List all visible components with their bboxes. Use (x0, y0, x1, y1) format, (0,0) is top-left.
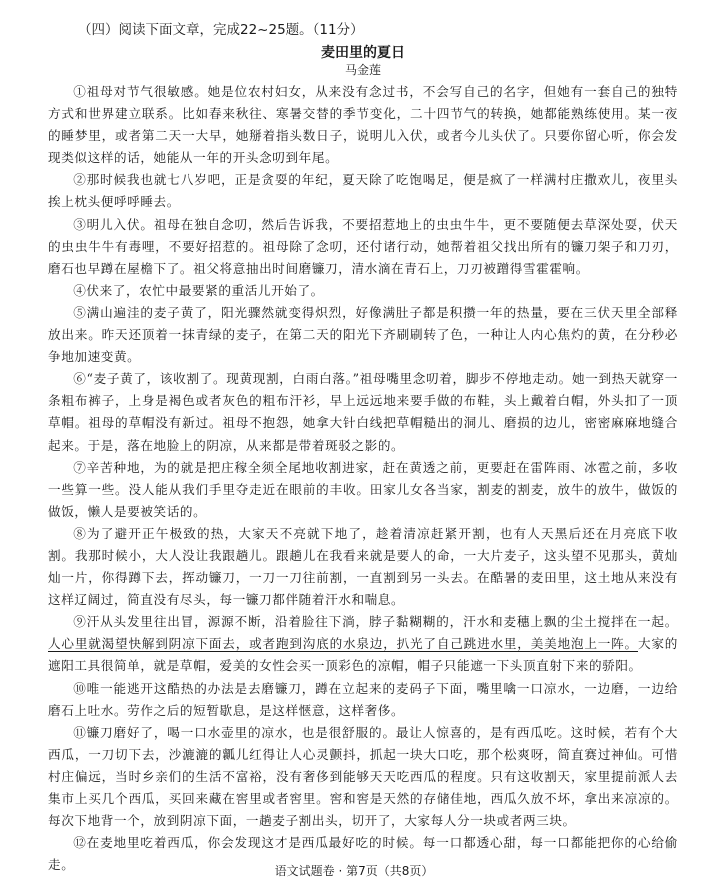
paragraph-6: ⑥“麦子黄了，该收割了。现黄现割，白雨白落。”祖母嘴里念叨着，脚步不停地走动。她一到热天就穿一条粗布裤子，上身是褐色或者灰色的粗布汗衫，早上远远地来要手做的布鞋，头上戴着白帽，外头扣了一顶草帽。祖母的草帽没有新过。祖母不抱怨，她拿大针白线把草帽糙出的洞儿、磨损的边儿，密密麻麻地缝合起来。于是，落在地脸上的阴凉，从来都是带着斑驳之影的。 (48, 371, 678, 453)
article-body (48, 81, 678, 876)
paragraph-3: ③明儿入伏。祖母在独自念叨，然后告诉我，不要招惹地上的虫虫牛牛，更不要随便去草深处耍，伏天的虫虫牛牛有毒哩，不要好招惹的。祖母除了念叨，还付诸行动，她帮着祖父找出所有的镰刀架子和刀刃，磨石也早蹲在屋檐下了。祖父将意抽出时间磨镰刀，清水滴在青石上，刀刃被蹭得雪霍霍响。 (48, 216, 678, 276)
paragraph-7: ⑦辛苦种地，为的就是把庄稼全须全尾地收割进家，赶在黄透之前，更要赶在雷阵雨、冰雹之前，多收一些算一些。没人能从我们手里夺走近在眼前的丰收。田家儿女各当家，割麦的割麦，放牛的放牛，做饭的做饭，懒人是要被笑话的。 (48, 459, 678, 519)
paragraph-10: ⑩唯一能逃开这酷热的办法是去磨镰刀，蹲在立起来的麦码子下面，嘴里噙一口凉水，一边磨，一边给磨石上吐水。劳作之后的短暂歇息，是这样惬意，这样奢侈。 (48, 680, 678, 718)
section-heading: （四）阅读下面文章，完成22~25题。（11分） (78, 22, 364, 38)
page-footer: 语文试题卷 · 第7页（共8页） (274, 864, 434, 878)
article-author: 马金莲 (344, 63, 381, 77)
paragraph-2: ②那时候我也就七八岁吧，正是贪耍的年纪，夏天除了吃饱喝足，便是疯了一样满村庄撒欢儿，夜里头挨上枕头便呼呼睡去。 (48, 172, 678, 210)
paragraph-4: ④伏来了，农忙中最要紧的重活儿开始了。 (73, 282, 324, 298)
article-title: 麦田里的夏日 (321, 45, 405, 61)
paragraph-5: ⑤满山遍洼的麦子黄了，阳光骤然就变得炽烈，好像满肚子都是积攒一年的热量，要在三伏天里全部释放出来。昨天还顶着一抹青绿的麦子，在第二天的阳光下齐刷刷转了色，一种让人内心焦灼的黄，在分秒必争地加速变黄。 (48, 304, 678, 365)
paragraph-11: ⑪镰刀磨好了，喝一口水壶里的凉水，也是很舒服的。最让人惊喜的，是有西瓜吃。这时候，若有个大西瓜，一刀切下去，沙漉漉的瓤儿红得让人心灵颤抖，抓起一块大口吃，那个松爽呀，简直赛过神仙。可惜村庄偏远，当时乡亲们的生活不富裕，没有奢侈到能够天天吃西瓜的程度。只有这收割天，家里提前派人去集市上买几个西瓜，买回来藏在窖里或者窖里。窖和窖是天然的存储佳地，西瓜久放不坏，拿出来凉凉的。每次下地背一个，放到阴凉下面，一趟麦子割出头，切开了，大家每人分一块或者两三块。 (48, 724, 678, 829)
underlined-sentence: 人心里就渴望快解到阴凉下面去，或者跑到沟底的水泉边，扒光了自己跳进水里，美美地泡上一阵。 (48, 636, 638, 652)
paragraph-1: ①祖母对节气很敏感。她是位农村妇女，从来没有念过书，不会写自己的名字，但她有一套自己的独特方式和世界建立联系。比如春来秋往、寒暑交替的季节变化，二十四节气的转换，她都能熟练使用。某一夜的睡梦里，或者第二天一大早，她掰着指头数日子，说明儿入伏，或者今儿头伏了。只要你留心听，你会发现类似这样的话，她能从一年的开头念叨到年尾。 (48, 84, 678, 166)
paragraph-8: ⑧为了避开正午极致的热，大家天不亮就下地了，趁着清凉赶紧开割，也有人天黑后还在月亮底下收割。我那时候小，大人没让我跟趟儿。跟趟儿在我看来就是要人的命，一大片麦子，这头望不见那头，黄灿灿一片，你得蹲下去，挥动镰刀，一刀一刀往前割，一直割到另一头去。在酷暑的麦田里，这土地从来没有这样辽阔过，简直没有尽头，每一镰刀都伴随着汗水和喘息。 (48, 525, 678, 608)
paragraph-9: ⑨汗从头发里往出冒，源源不断，沿着脸往下淌，脖子黏糊糊的，汗水和麦穗上飘的尘土搅拌在一起。人心里就渴望快解到阴凉下面去，或者跑到沟底的水泉边，扒光了自己跳进水里，美美地泡上一阵。大家的遮阳工具很简单，就是草帽，爱美的女性会买一顶彩色的凉帽，帽子只能遮一下头顶直射下来的骄阳。 (48, 614, 678, 674)
paragraph-12: ⑫在麦地里吃着西瓜，你会发现这才是西瓜最好吃的时候。每一口都透心甜，每一口都能把你的心给偷走。 (48, 835, 678, 873)
